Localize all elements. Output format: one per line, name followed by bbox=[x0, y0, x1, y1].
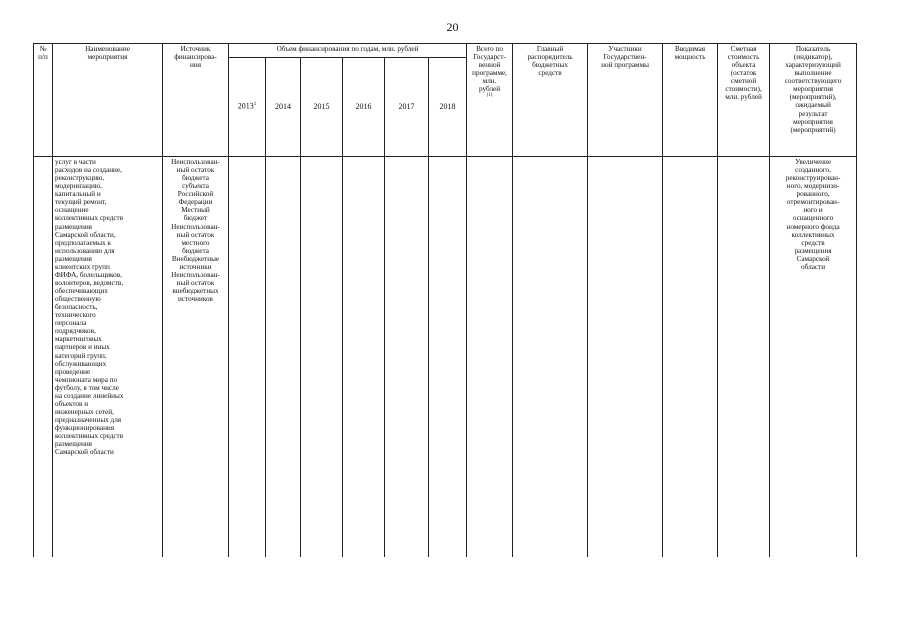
row-total bbox=[467, 157, 513, 557]
row-name: услуг в части расходов на создание, реконструкцию, модернизацию, капитальный и текущий ремонт, оснащение коллективных средств размещения Самарской области, предполагаемых к использованию для размещения клиентских групп ФИФА, болельщиков, волонтеров, ведомств, обеспечивающих общественную безопасность, технического персонала подрядчиков, маркетинговых партнеров и иных категорий групп, обслуживающих проведение чемпионата мира по футболу, в том числе на создание линейных объектов и инженерных сетей, предназначенных для функционирования коллективных средств размещения Самарской области bbox=[53, 157, 163, 557]
header-total: Всего по Государст- венной программе, млн. рублей $^{(1)}$ bbox=[467, 44, 513, 157]
header-estimate: Сметная стоимость объекта (остаток сметной стоимости), млн. рублей bbox=[718, 44, 770, 157]
header-manager: Главный распорядитель бюджетных средств bbox=[513, 44, 588, 157]
row-estimate bbox=[718, 157, 770, 557]
page-number: 20 bbox=[446, 20, 459, 34]
row-number bbox=[34, 157, 53, 557]
header-year: 2016 bbox=[343, 58, 385, 157]
row-2017 bbox=[385, 157, 429, 557]
header-volume: Объем финансирования по годам, млн. рублей bbox=[229, 44, 467, 58]
header-year: 2017 bbox=[385, 58, 429, 157]
year-footnote: 1 bbox=[253, 102, 257, 108]
row-2014 bbox=[266, 157, 301, 557]
row-2016 bbox=[343, 157, 385, 557]
header-capacity: Вводимая мощность bbox=[663, 44, 718, 157]
header-year: 2014 bbox=[266, 58, 301, 157]
row-participants bbox=[588, 157, 663, 557]
header-year: 2013$^1$ bbox=[229, 58, 266, 157]
row-indicator: Увеличение созданного, реконструирован- ного, модернизи- рованного, отремонтирован- ного и оснащенного номерного фонда коллективных средств размещения Самарской области bbox=[770, 157, 857, 557]
total-footnote: (1) bbox=[486, 93, 493, 99]
header-name: Наименование мероприятия bbox=[53, 44, 163, 157]
row-source: Неиспользован- ный остаток бюджета субъекта Российской Федерации Местный бюджет Неиспользован- ный остаток местного бюджета Внебюджетные источники Неиспользован- ный остаток внебюджетных источников bbox=[163, 157, 229, 557]
header-indicator: Показатель (индикатор), характеризующий выполнение соответствующего мероприятия (мероприятий), ожидаемый результат мероприятия (мероприятий) bbox=[770, 44, 857, 157]
header-year: 2015 bbox=[301, 58, 343, 157]
header-participants: Участники Государствен- ной программы bbox=[588, 44, 663, 157]
header-source: Источник финансирова- ния bbox=[163, 44, 229, 157]
row-2018 bbox=[429, 157, 467, 557]
row-2015 bbox=[301, 157, 343, 557]
header-year: 2018 bbox=[429, 58, 467, 157]
financing-table bbox=[33, 43, 857, 557]
header-number: № п/п bbox=[34, 44, 53, 157]
row-manager bbox=[513, 157, 588, 557]
row-capacity bbox=[663, 157, 718, 557]
row-2013 bbox=[229, 157, 266, 557]
